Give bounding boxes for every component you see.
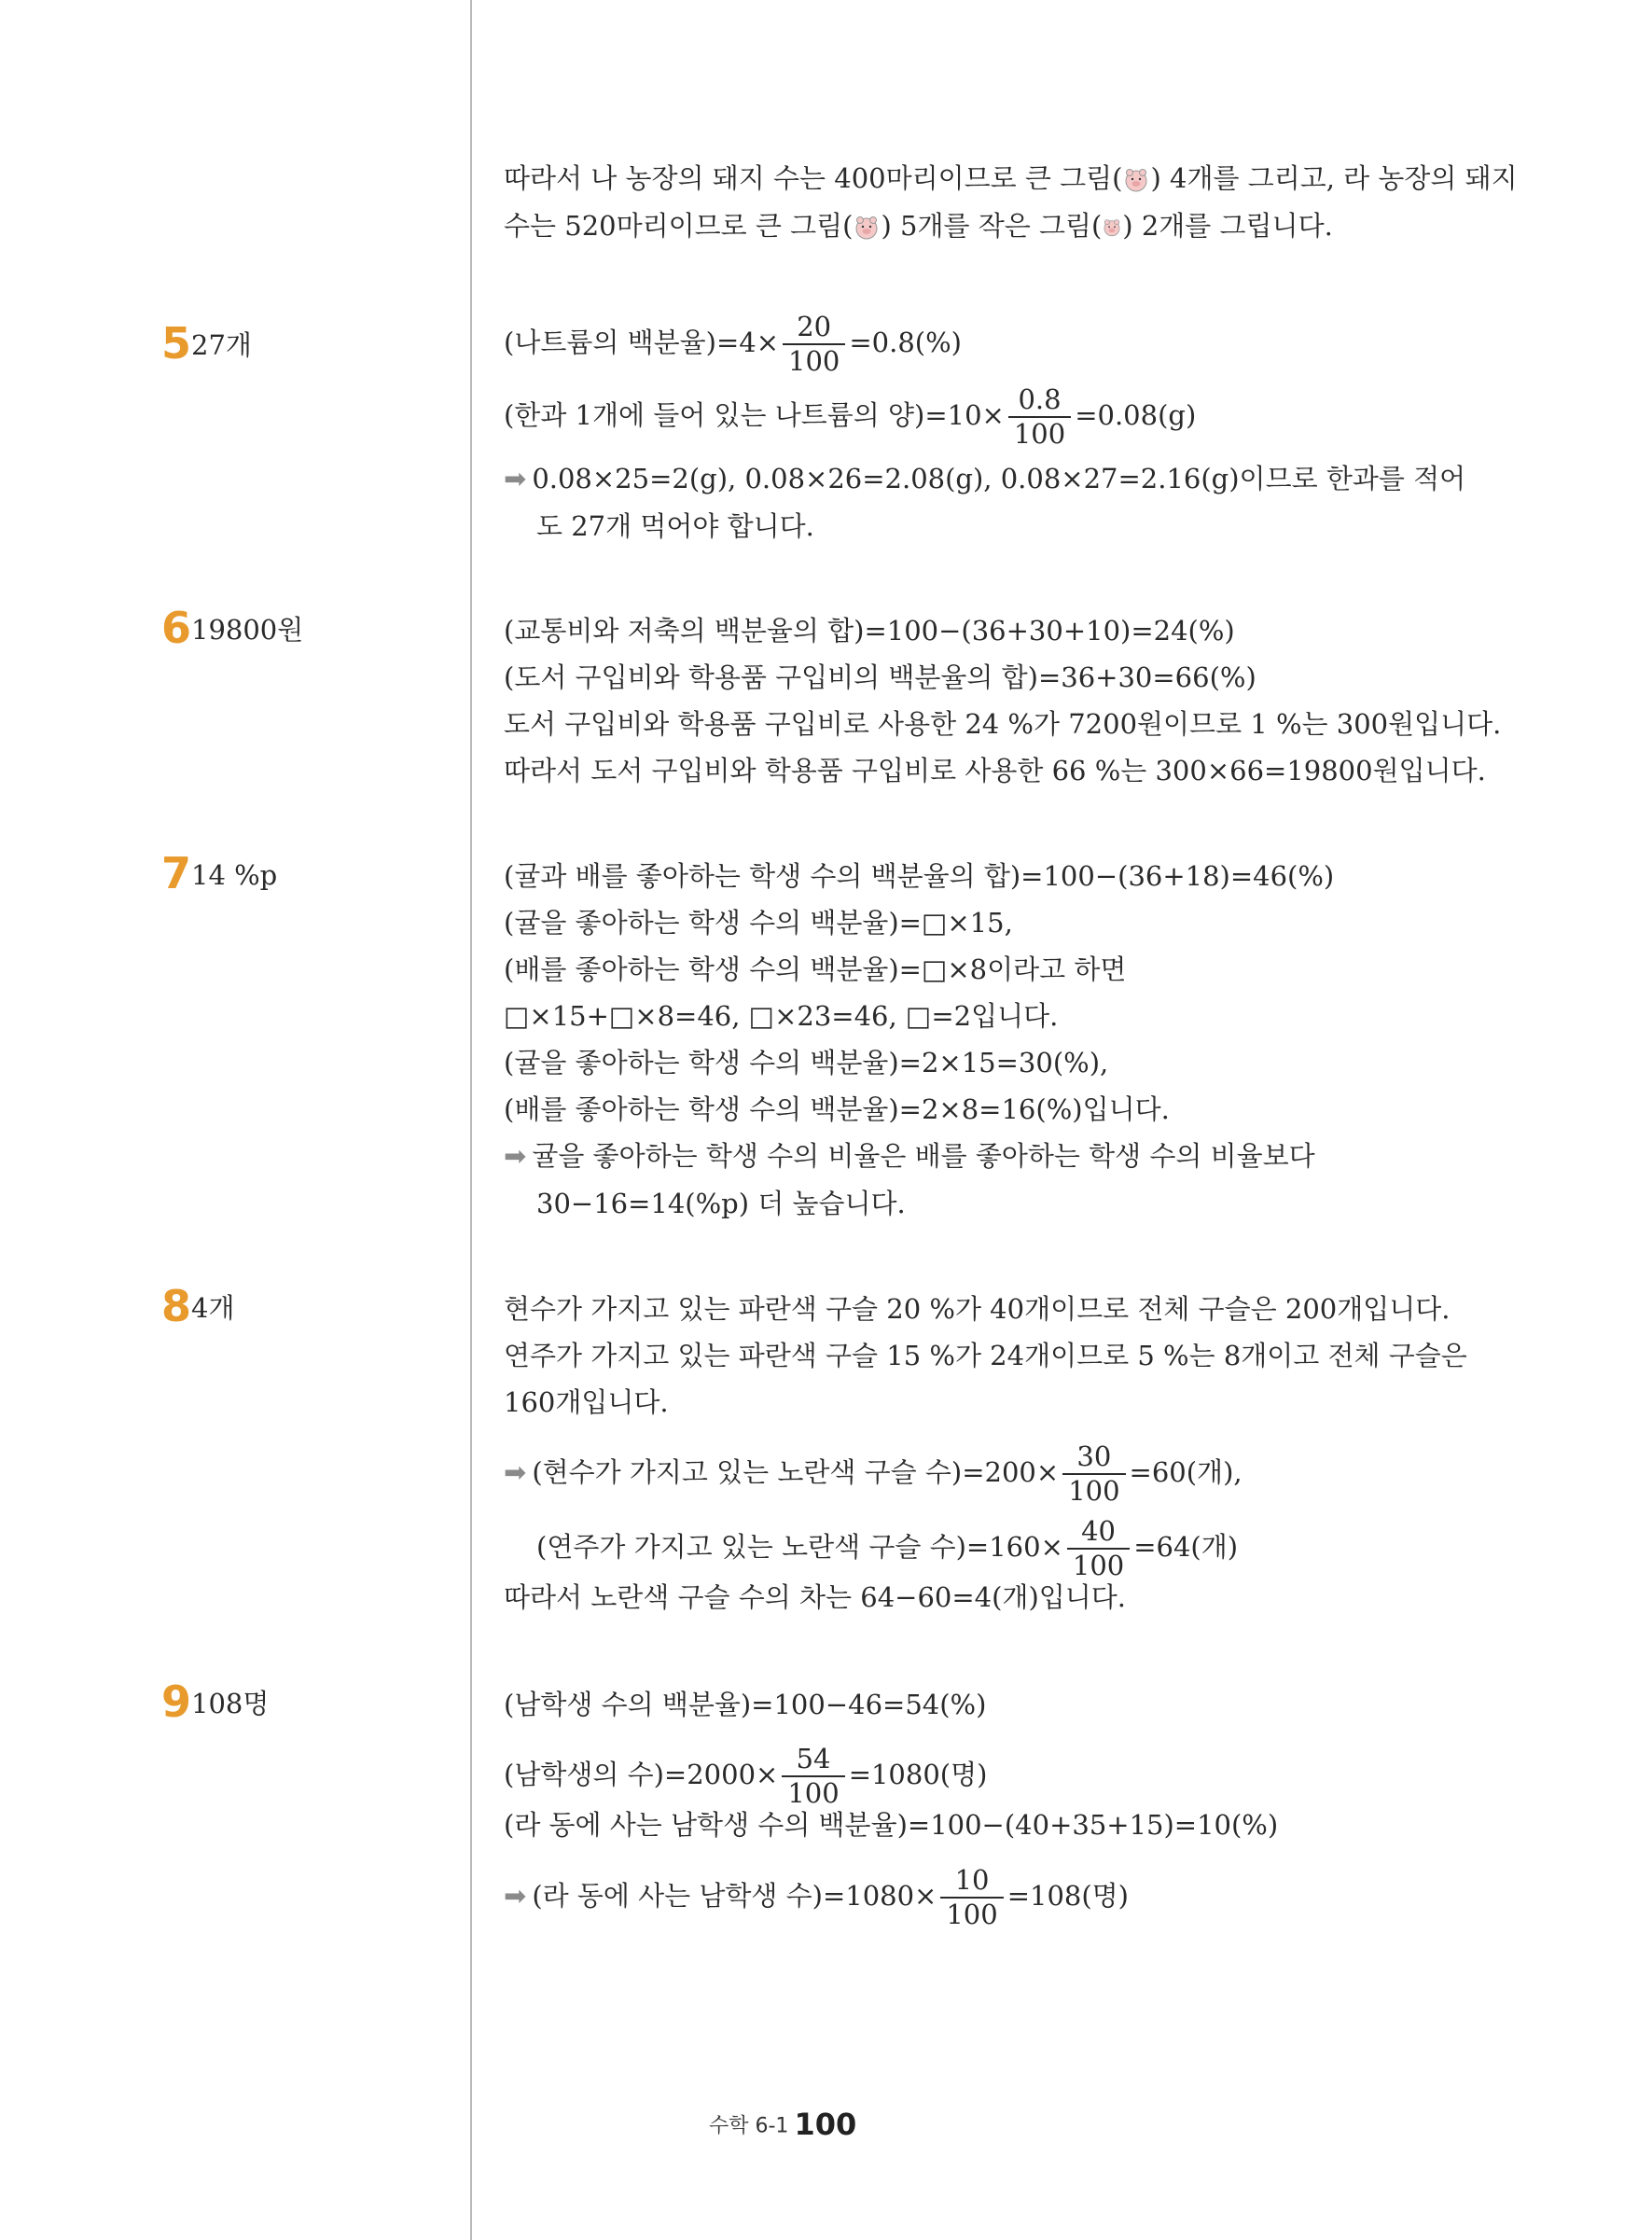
denominator: 100 (1062, 1473, 1125, 1505)
text: 귤을 좋아하는 학생 수의 비율은 배를 좋아하는 학생 수의 비율보다 (532, 1140, 1315, 1172)
q6-line-1: (교통비와 저축의 백분율의 합)=100−(36+30+10)=24(%) (504, 615, 1235, 647)
q9-line-1: (남학생 수의 백분율)=100−46=54(%) (504, 1689, 987, 1720)
q7-line-5: (귤을 좋아하는 학생 수의 백분율)=2×15=30(%), (504, 1047, 1109, 1078)
page-footer (709, 2107, 856, 2142)
text: =0.8(%) (849, 327, 962, 358)
numerator: 10 (954, 1864, 990, 1896)
text: 수는 520마리이므로 큰 그림( (504, 210, 854, 242)
fraction (1062, 1440, 1125, 1507)
q7-line-4: □×15+□×8=46, □×23=46, □=2입니다. (504, 1000, 1059, 1032)
numerator: 0.8 (1018, 383, 1062, 415)
text: (나트륨의 백분율)=4× (504, 327, 779, 358)
text: 따라서 나 농장의 돼지 수는 400마리이므로 큰 그림( (504, 162, 1123, 194)
q8-line-1: 현수가 가지고 있는 파란색 구슬 20 %가 40개이므로 전체 구슬은 200개입니다. (504, 1293, 1451, 1325)
question-number-8: 8 (161, 1281, 192, 1331)
fraction (1067, 1515, 1130, 1581)
text: ) 2개를 그립니다. (1122, 210, 1333, 242)
q8-line-3: 160개입니다. (504, 1386, 669, 1418)
q7-line-1: (귤과 배를 좋아하는 학생 수의 백분율의 합)=100−(36+18)=46(%) (504, 860, 1335, 892)
answer-7: 14 %p (191, 859, 278, 891)
q9-line-4 (504, 1864, 1129, 1930)
q7-line-2: (귤을 좋아하는 학생 수의 백분율)=□×15, (504, 907, 1013, 939)
q7-line-3: (배를 좋아하는 학생 수의 백분율)=□×8이라고 하면 (504, 953, 1127, 985)
pig-icon (853, 216, 881, 240)
q6-line-3: 도서 구입비와 학용품 구입비로 사용한 24 %가 7200원이므로 1 %는 300원입니다. (504, 708, 1502, 740)
text: ) 5개를 작은 그림( (881, 210, 1103, 242)
answer-6: 19800원 (191, 614, 304, 646)
denominator: 100 (783, 343, 845, 375)
question-number-7: 7 (161, 848, 192, 898)
answer-5: 27개 (191, 329, 252, 361)
text: (남학생의 수)=2000× (504, 1759, 779, 1790)
q7-line-6: (배를 좋아하는 학생 수의 백분율)=2×8=16(%)입니다. (504, 1093, 1170, 1125)
numerator: 54 (796, 1743, 831, 1774)
q8-line-5 (536, 1515, 1239, 1581)
right-arrow-icon: ➡ (504, 463, 527, 494)
numerator: 20 (797, 311, 832, 342)
q7-line-8: 30−16=14(%p) 더 높습니다. (536, 1188, 906, 1219)
denominator: 100 (1067, 1548, 1130, 1579)
q8-line-2: 연주가 가지고 있는 파란색 구슬 15 %가 24개이므로 5 %는 8개이고 전체 구슬은 (504, 1340, 1467, 1371)
q5-line-1 (504, 313, 962, 375)
question-number-6: 6 (161, 603, 192, 653)
numerator: 30 (1076, 1440, 1112, 1472)
text: =108(명) (1006, 1880, 1129, 1912)
q8-line-6: 따라서 노란색 구슬 수의 차는 64−60=4(개)입니다. (504, 1581, 1127, 1613)
text: =1080(명) (848, 1759, 988, 1790)
denominator: 100 (1008, 416, 1071, 448)
text: (한과 1개에 들어 있는 나트륨의 양)=10× (504, 399, 1005, 431)
right-arrow-icon: ➡ (504, 1456, 527, 1488)
q9-line-2 (504, 1743, 988, 1809)
numerator: 40 (1081, 1515, 1116, 1547)
fraction (783, 313, 845, 375)
text: =64(개) (1133, 1531, 1239, 1563)
small-pig-icon (1102, 218, 1122, 237)
text: ) 4개를 그리고, 라 농장의 돼지 (1150, 162, 1518, 194)
denominator: 100 (782, 1775, 844, 1807)
q9-line-3: (라 동에 사는 남학생 수의 백분율)=100−(40+35+15)=10(%) (504, 1809, 1279, 1841)
fraction (940, 1864, 1003, 1930)
text: (연주가 가지고 있는 노란색 구슬 수)=160× (536, 1531, 1063, 1563)
q6-line-2: (도서 구입비와 학용품 구입비의 백분율의 합)=36+30=66(%) (504, 661, 1256, 693)
question-number-9: 9 (161, 1677, 192, 1727)
q6-line-4: 따라서 도서 구입비와 학용품 구입비로 사용한 66 %는 300×66=19800원입니다. (504, 755, 1486, 786)
intro-line-2 (504, 207, 1333, 244)
text: =60(개), (1129, 1456, 1242, 1488)
text: (라 동에 사는 남학생 수)=1080× (532, 1880, 937, 1912)
text: 0.08×25=2(g), 0.08×26=2.08(g), 0.08×27=2.16(g)이므로 한과를 적어 (532, 463, 1466, 494)
denominator: 100 (940, 1897, 1003, 1928)
subject-label: 수학 6-1 (709, 2114, 789, 2138)
right-arrow-icon: ➡ (504, 1140, 527, 1172)
text: =0.08(g) (1075, 399, 1197, 431)
answer-8: 4개 (191, 1292, 235, 1324)
fraction (782, 1743, 844, 1809)
pig-icon (1122, 168, 1150, 192)
question-number-5: 5 (161, 318, 192, 369)
q5-line-4: 도 27개 먹어야 합니다. (536, 510, 814, 542)
q7-line-7 (504, 1137, 1315, 1175)
text: (현수가 가지고 있는 노란색 구슬 수)=200× (532, 1456, 1060, 1488)
answer-9: 108명 (191, 1688, 270, 1719)
q8-line-4 (504, 1440, 1242, 1507)
fraction (1008, 383, 1071, 450)
q5-line-2 (504, 383, 1197, 450)
page-number: 100 (794, 2107, 857, 2142)
intro-line-1 (504, 160, 1518, 197)
q5-line-3 (504, 460, 1465, 497)
column-divider (470, 0, 472, 2240)
right-arrow-icon: ➡ (504, 1880, 527, 1912)
